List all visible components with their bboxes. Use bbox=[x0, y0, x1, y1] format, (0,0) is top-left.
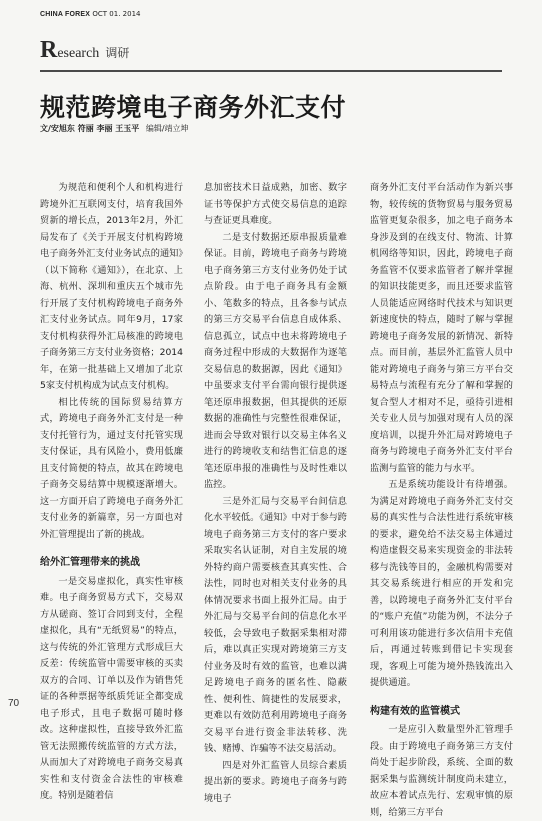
article-editor: 编辑/靖立坤 bbox=[145, 124, 189, 133]
issue-date: OCT 01. 2014 bbox=[92, 10, 141, 18]
article-title: 规范跨境电子商务外汇支付 bbox=[40, 93, 347, 122]
text-column-3 bbox=[370, 180, 513, 821]
section-label bbox=[40, 38, 129, 62]
paragraph: 一是交易虚拟化，真实性审核难。电子商务贸易方式下，交易双方从磋商、签订合同到支付，全程虚拟化，具有“无纸贸易”的特点，这与传统的外汇管理方式形成巨大反差：传统监管中需要审核的买卖双方的合同、订单以及作为销售凭证的各种票据等纸质凭证全都变成电子形式，且电子数据可随时修改。这种虚拟性，直接导致外汇监管无法照搬传统监管的方式方法，从而加大了对跨境电子商务交易真实性和支付资金合法性的审核难度。特别是随着信 bbox=[40, 575, 183, 801]
subheading: 构建有效的监管模式 bbox=[370, 705, 460, 717]
paragraph: 四是对外汇监管人员综合素质提出新的要求。跨境电子商务与跨境电子 bbox=[204, 759, 347, 804]
paragraph: 为规范和便利个人和机构进行跨境外汇互联网支付，培育我国外贸新的增长点，2013年2月，外汇局发布了《关于开展支付机构跨境电子商务外汇支付业务试点的通知》（以下简称《通知》），在北京、上海、杭州、深圳和重庆五个城市先行开展了支付机构跨境电子商务外汇支付业务试点。同年9月，17家支付机构获得外汇局核准的跨境电子商务第三方支付业务资格；2014年，在第一批基础上又增加了北京5家支付机构成为试点支付机构。 bbox=[40, 182, 183, 391]
text-column-2 bbox=[204, 180, 347, 807]
paragraph-continued: 息加密技术日益成熟，加密、数字证书等保护方式使交易信息的追踪与查证更具难度。 bbox=[204, 182, 347, 226]
magazine-name: CHINA FOREX bbox=[40, 11, 91, 18]
section-divider bbox=[40, 70, 502, 72]
paragraph: 相比传统的国际贸易结算方式，跨境电子商务外汇支付是一种支付托管行为，通过支付托管实现支付保证，具有风险小，费用低廉且支付简便的特点，故其在跨境电子商务交易结算中规模逐渐增大。这一方面开启了跨境电子商务外汇支付业务的新篇章，另一方面也对外汇管理提出了新的挑战。 bbox=[40, 396, 183, 540]
paragraph: 三是外汇局与交易平台间信息化水平较低。《通知》中对于参与跨境电子商务第三方支付的客户要求采取实名认证制，对自主发展的境外特约商户需要核查其真实性、合法性，同时也对相关支付业务的具体情况要求书面上报外汇局。由于外汇局与交易平台间的信息化水平较低，会导致电子数据采集相对滞后，难以真正实现对跨境第三方支付业务及时有效的监管，也难以满足跨境电子商务的匿名性、隐蔽性、便利性、简捷性的发展要求，更难以有效防范利用跨境电子商务交易平台进行资金非法转移、洗钱、赌博、诈骗等不法交易活动。 bbox=[204, 495, 347, 754]
section-name: esearch bbox=[57, 46, 100, 61]
paragraph: 二是支付数据还原串报质量难保证。目前，跨境电子商务与跨境电子商务第三方支付业务仍处于试点阶段。由于电子商务具有金额小、笔数多的特点，且各参与试点的第三方交易平台信息自成体系、信息孤立，试点中也未将跨境电子商务过程中形成的大数据作为逐笔交易信息的数据源，因此《通知》中虽要求支付平台需向银行提供逐笔还原串报数据，但其提供的还原数据的准确性与完整性很难保证，进而会导致对银行以交易主体名义进行的跨境收支和结售汇信息的逐笔还原串报的准确性与及时性难以监控。 bbox=[204, 231, 347, 490]
subheading: 给外汇管理带来的挑战 bbox=[40, 557, 140, 568]
paragraph: 五是系统功能设计有待增强。为满足对跨境电子商务外汇支付交易的真实性与合法性进行系统审核的要求，避免给不法交易主体通过构造虚假交易来实现资金的非法转移与洗钱等目的，金融机构需要对其交易系统进行相应的开发和完善，以跨境电子商务外汇支付平台的“账户充值”功能为例，不法分子可利用该功能进行多次信用卡充值后，再通过转账到借记卡实现套现，客观上可能为境外热钱流出入提供通道。 bbox=[370, 479, 513, 688]
paragraph: 一是应引入数量型外汇管理手段。由于跨境电子商务第三方支付尚处于起步阶段，系统、全面的数据采集与监测统计制度尚未建立，故应本着试点先行、宏观审慎的原则，给第三方平台 bbox=[370, 724, 513, 818]
article-authors: 文/安旭东 符丽 李丽 王玉平 bbox=[40, 124, 140, 133]
text-column-1 bbox=[40, 180, 183, 805]
page-number: 70 bbox=[8, 698, 20, 709]
running-header bbox=[40, 10, 140, 18]
section-name-cn: 调研 bbox=[105, 46, 130, 60]
byline bbox=[40, 123, 189, 134]
section-initial: R bbox=[40, 37, 58, 63]
paragraph-continued: 商务外汇支付平台活动作为新兴事物，较传统的货物贸易与服务贸易监管更复杂很多，加之电子商务本身涉及到的在线支付、物流、计算机网络等知识，因此，跨境电子商务监管不仅要求监管者了解并掌握的知识技能更多，而且还要求监管人员能适应网络时代技术与知识更新速度快的特点，随时了解与掌握跨境电子商务发展的新情况、新特点。而目前，基层外汇监管人员中能对跨境电子商务与第三方平台交易特点与流程有充分了解和掌握的复合型人才相对不足，亟待引进相关专业人员与加强对现有人员的深度培训，以提升外汇局对跨境电子商务与跨境电子商务外汇支付平台监测与监管的能力与水平。 bbox=[370, 182, 513, 474]
